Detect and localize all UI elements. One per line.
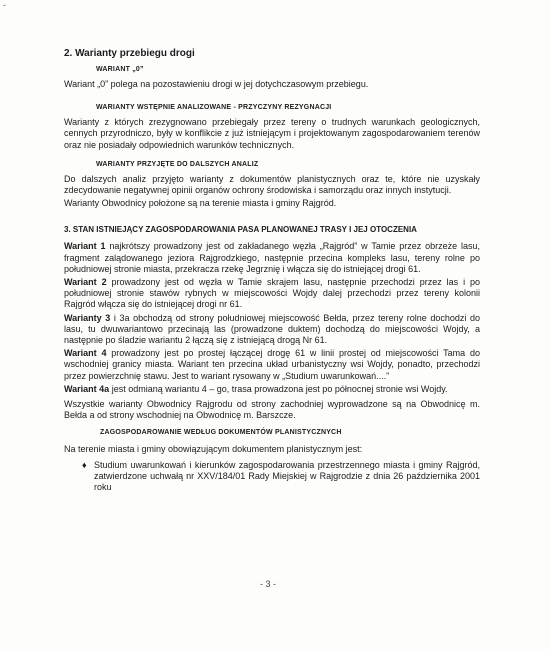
variant-4a-text: jest odmianą wariantu 4 – go, trasa prowadzona jest po północnej stronie wsi Wojdy. [109,383,448,394]
variant-3-text: i 3a obchodzą od strony południowej miejscowość Bełda, przez tereny rolne dochodzi do lasu, tu dwuwariantowo przecinają las (prowadzone duktem) dochodzą do miejscowości Wojdy, a następnie po śladzie wariantu 2 łączą się z istniejącą drogą Nr 61. [64,312,480,346]
variant-3-label: Warianty 3 [64,312,111,323]
document-body [64,48,480,493]
section-2-heading: 2. Warianty przebiegu drogi [64,48,195,59]
accepted-variants-heading: WARIANTY PRZYJĘTE DO DALSZYCH ANALIZ [96,160,259,168]
bypass-location-paragraph: Warianty Obwodnicy położone są na terenie miasta i gminy Rajgród. [64,198,337,209]
accepted-variants-paragraph: Do dalszych analiz przyjęto warianty z dokumentów planistycznych oraz te, które nie uzyskały zdecydowanie negatywnej opinii organów ochrony środowiska i samorządu oraz innych instytucji. [64,173,480,196]
variant-0-paragraph: Wariant „0” polega na pozostawieniu drogi w jej dotychczasowym przebiegu. [64,79,369,89]
variant-4a-label: Wariant 4a [64,383,110,394]
variant-1-text: najkrótszy prowadzony jest od zakładanego węzła „Rajgród” w Tamie przez obrzeże lasu, fragment zalądowanego jeziora Rajgrodzkiego, następnie przecina kompleks lasu, tereny rolne po południowej stronie miasta, przekracza rzekę Jegrznię i włącza się do istniejącej drogi 61. [64,241,480,274]
variant-2-text: prowadzony jest od węzła w Tamie skrajem lasu, następnie przechodzi przez las i po południowej stronie stawów rybnych w miejscowości Wojdy dalej przechodzi przez tereny kolonii Rajgród włącza się do istniejącej drogi nr 61. [64,277,481,310]
variant-2-label: Wariant 2 [64,277,107,288]
variant-1-paragraph [64,241,480,275]
variant-0-heading: WARIANT „0” [96,66,144,73]
planning-documents-heading: ZAGOSPODAROWANIE WEDŁUG DOKUMENTÓW PLANISTYCZNYCH [100,429,342,437]
variant-4a-paragraph [64,384,480,395]
page-corner-mark: - [3,0,6,10]
variant-2-paragraph [64,277,480,311]
variant-4-text: prowadzony jest po prostej łączącej drogę 61 w linii prostej od miejscowości Tama do wschodniej granicy miasta. Wariant ten przecina układ urbanistyczny wsi Wojdy, ponadto, przechodzi przez powierzchnię stawu. Jest to wariant rysowany w „Studium uwarunkowań....” [64,348,480,381]
planning-list-item [82,460,480,494]
planning-intro-paragraph: Na terenie miasta i gminy obowiązującym dokumentem planistycznym jest: [64,444,363,455]
variant-3-paragraph [64,313,480,347]
bullet-icon: ♦ [82,459,87,470]
rejected-variants-paragraph: Warianty z których zrezygnowano przebiegały przez tereny o trudnych warunkach geologicznych, cennych przyrodniczo, były w konflikcie z już istniejącym i projektowanym zagospodarowaniem terenów oraz nie posiadały odpowiednich warunków technicznych. [64,117,480,150]
planning-list-item-text: Studium uwarunkowań i kierunków zagospodarowania przestrzennego miasta i gminy Rajgród, zatwierdzone uchwałą nr XXV/184/01 Rady Miejskiej w Rajgrodzie z dnia 26 października 2001 roku [94,459,480,493]
rejected-variants-heading: WARIANTY WSTĘPNIE ANALIZOWANE - PRZYCZYNY REZYGNACJI [96,104,332,112]
variant-4-paragraph [64,348,480,382]
variant-1-label: Wariant 1 [64,241,106,252]
page-number: - 3 - [260,579,277,589]
bypass-summary-paragraph: Wszystkie warianty Obwodnicy Rajgrodu od strony zachodniej wyprowadzone są na Obwodnicę m. Bełda a od strony wschodniej na Obwodnicę m. Barszcze. [64,399,480,421]
section-3-heading: 3. STAN ISTNIEJĄCY ZAGOSPODAROWANIA PASA PLANOWANEJ TRASY I JEJ OTOCZENIA [64,225,417,235]
variant-4-label: Wariant 4 [64,348,107,359]
